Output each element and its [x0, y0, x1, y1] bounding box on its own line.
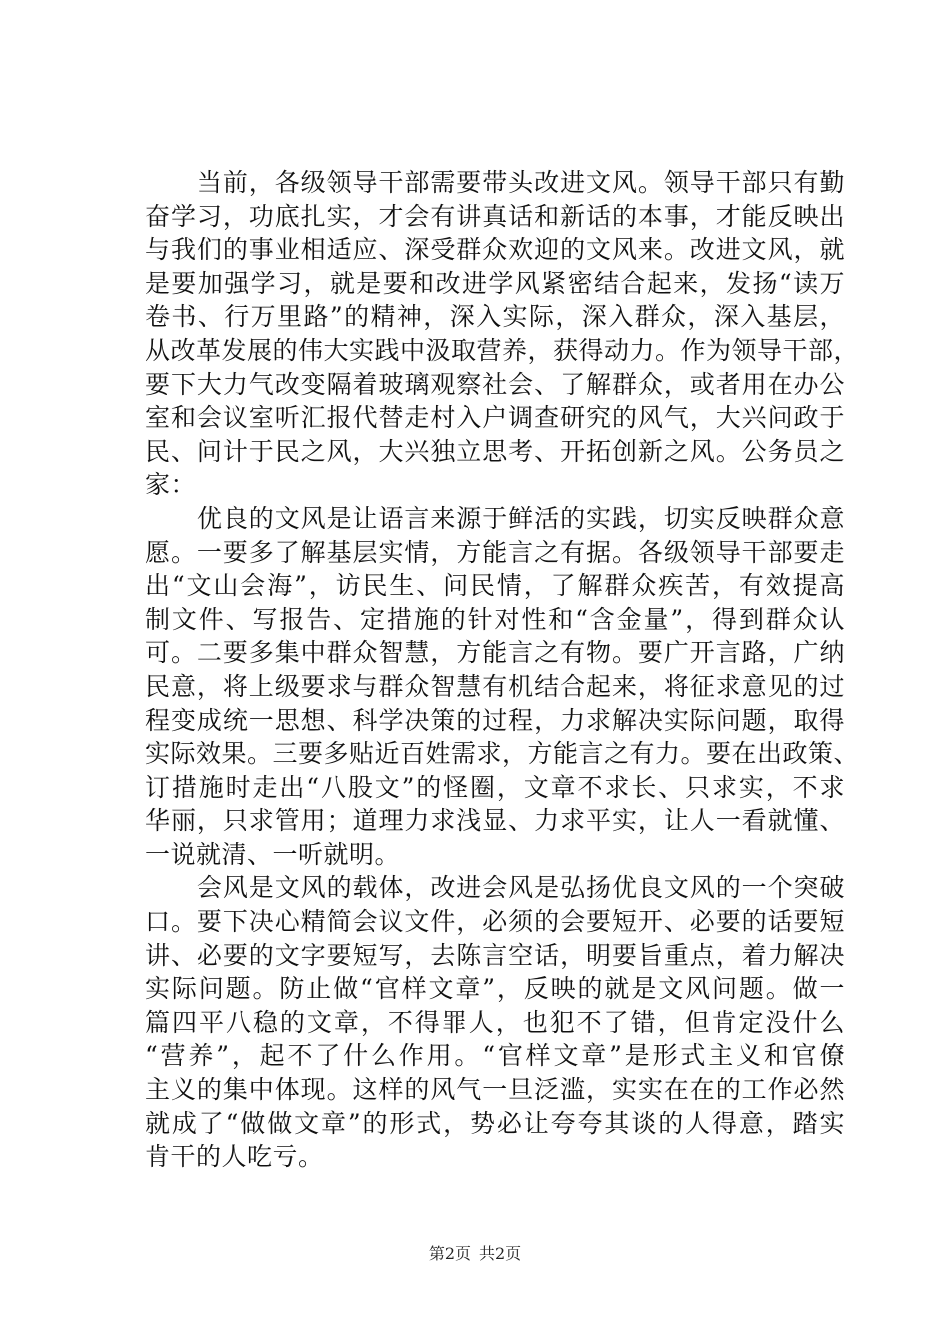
text-line: 室和会议室听汇报代替走村入户调查研究的风气，大兴问政于 [145, 403, 845, 433]
text-line: 实际问题。防止做“官样文章”，反映的就是文风问题。做一 [145, 974, 845, 1004]
text-line: 讲、必要的文字要短写，去陈言空话，明要旨重点，着力解决 [145, 940, 845, 970]
text-line: 优良的文风是让语言来源于鲜活的实践，切实反映群众意 [145, 503, 845, 533]
text-line: 一说就清、一听就明。 [145, 839, 401, 869]
page-total: 共2页 [479, 1244, 522, 1263]
text-line: 要下大力气改变隔着玻璃观察社会、了解群众，或者用在办公 [145, 369, 845, 399]
text-line: 华丽，只求管用；道理力求浅显、力求平实，让人一看就懂、 [145, 806, 845, 836]
text-line: 是要加强学习，就是要和改进学风紧密结合起来，发扬“读万 [145, 268, 845, 298]
text-line: 民、问计于民之风，大兴独立思考、开拓创新之风。公务员之 [145, 436, 845, 466]
text-line: 篇四平八稳的文章，不得罪人，也犯不了错，但肯定没什么 [145, 1007, 845, 1037]
page-footer [0, 1244, 950, 1264]
text-line: 民意，将上级要求与群众智慧有机结合起来，将征求意见的过 [145, 671, 845, 701]
text-line: 制文件、写报告、定措施的针对性和“含金量”，得到群众认 [145, 604, 845, 634]
text-line: 就成了“做做文章”的形式，势必让夸夸其谈的人得意，踏实 [145, 1108, 845, 1138]
text-line: 奋学习，功底扎实，才会有讲真话和新话的本事，才能反映出 [145, 201, 845, 231]
page-number: 第2页 [428, 1244, 471, 1263]
text-line: 实际效果。三要多贴近百姓需求，方能言之有力。要在出政策、 [145, 739, 860, 769]
text-line: 出“文山会海”，访民生、问民情，了解群众疾苦，有效提高 [145, 571, 845, 601]
text-line: 可。二要多集中群众智慧，方能言之有物。要广开言路，广纳 [145, 638, 845, 668]
text-line: 主义的集中体现。这样的风气一旦泛滥，实实在在的工作必然 [145, 1075, 845, 1105]
text-line: 程变成统一思想、科学决策的过程，力求解决实际问题，取得 [145, 705, 845, 735]
text-line: 从改革发展的伟大实践中汲取营养，获得动力。作为领导干部， [145, 335, 860, 365]
text-line: 口。要下决心精简会议文件，必须的会要短开、必要的话要短 [145, 907, 845, 937]
text-line: 会风是文风的载体，改进会风是弘扬优良文风的一个突破 [145, 873, 845, 903]
text-line: 当前，各级领导干部需要带头改进文风。领导干部只有勤 [145, 168, 845, 197]
text-line: 愿。一要多了解基层实情，方能言之有据。各级领导干部要走 [145, 537, 845, 567]
document-body [145, 166, 860, 1174]
text-line: 家： [145, 470, 197, 500]
text-line: “营养”，起不了什么作用。“官样文章”是形式主义和官僚 [145, 1041, 845, 1071]
text-line: 与我们的事业相适应、深受群众欢迎的文风来。改进文风，就 [145, 235, 845, 265]
text-line: 肯干的人吃亏。 [145, 1142, 324, 1172]
text-line: 订措施时走出“八股文”的怪圈，文章不求长、只求实，不求 [145, 772, 845, 802]
text-line: 卷书、行万里路”的精神，深入实际，深入群众，深入基层， [145, 302, 845, 332]
